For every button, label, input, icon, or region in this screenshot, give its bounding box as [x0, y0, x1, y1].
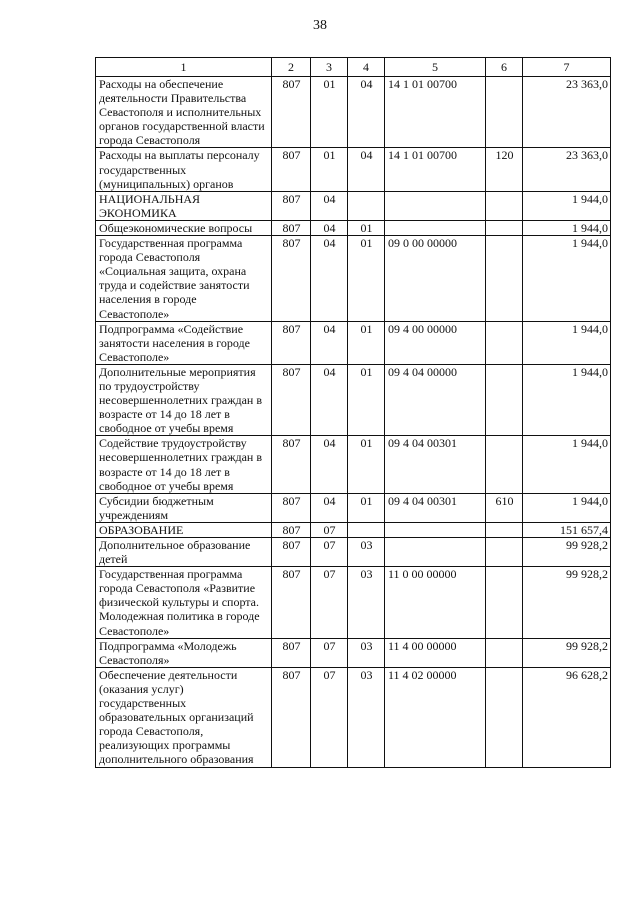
- row-expense-type: [486, 191, 523, 220]
- column-header-5: 5: [385, 58, 486, 77]
- table-row: [96, 493, 611, 522]
- row-ministry-code: 807: [272, 493, 311, 522]
- row-target-article: [385, 191, 486, 220]
- row-target-article: [385, 522, 486, 537]
- row-ministry-code: 807: [272, 77, 311, 148]
- row-amount: 99 928,2: [523, 567, 611, 638]
- row-section-code: 07: [311, 638, 348, 667]
- row-expense-type: 120: [486, 148, 523, 191]
- budget-table: [95, 57, 611, 768]
- row-subsection-code: 01: [348, 493, 385, 522]
- row-name: Расходы на обеспечение деятельности Правительства Севастополя и исполнительных органов государственной власти города Севастополя: [96, 77, 272, 148]
- row-ministry-code: 807: [272, 148, 311, 191]
- row-subsection-code: 03: [348, 638, 385, 667]
- row-amount: 99 928,2: [523, 638, 611, 667]
- row-ministry-code: 807: [272, 321, 311, 364]
- row-section-code: 04: [311, 220, 348, 235]
- column-header-6: 6: [486, 58, 523, 77]
- row-amount: 1 944,0: [523, 191, 611, 220]
- row-amount: 1 944,0: [523, 364, 611, 435]
- row-amount: 23 363,0: [523, 148, 611, 191]
- row-name: Дополнительные мероприятия по трудоустройству несовершеннолетних граждан в возрасте от 14 до 18 лет в свободное от учебы время: [96, 364, 272, 435]
- table-row: [96, 638, 611, 667]
- row-amount: 1 944,0: [523, 493, 611, 522]
- table-row: [96, 538, 611, 567]
- row-amount: 23 363,0: [523, 77, 611, 148]
- row-target-article: [385, 538, 486, 567]
- header-row: [96, 58, 611, 77]
- row-section-code: 07: [311, 538, 348, 567]
- row-expense-type: [486, 567, 523, 638]
- table-row: [96, 567, 611, 638]
- row-target-article: 11 0 00 00000: [385, 567, 486, 638]
- row-ministry-code: 807: [272, 191, 311, 220]
- row-amount: 1 944,0: [523, 436, 611, 493]
- row-section-code: 04: [311, 364, 348, 435]
- row-subsection-code: 03: [348, 667, 385, 767]
- row-ministry-code: 807: [272, 538, 311, 567]
- table-row: [96, 436, 611, 493]
- row-name: Расходы на выплаты персоналу государственных (муниципальных) органов: [96, 148, 272, 191]
- row-section-code: 01: [311, 77, 348, 148]
- row-ministry-code: 807: [272, 638, 311, 667]
- row-amount: 99 928,2: [523, 538, 611, 567]
- row-target-article: [385, 220, 486, 235]
- column-header-3: 3: [311, 58, 348, 77]
- column-header-7: 7: [523, 58, 611, 77]
- row-section-code: 07: [311, 522, 348, 537]
- row-amount: 1 944,0: [523, 220, 611, 235]
- row-name: Дополнительное образование детей: [96, 538, 272, 567]
- row-name: Государственная программа города Севастополя «Развитие физической культуры и спорта. Молодежная политика в городе Севастополе»: [96, 567, 272, 638]
- row-section-code: 04: [311, 236, 348, 322]
- row-expense-type: [486, 364, 523, 435]
- row-target-article: 09 4 04 00000: [385, 364, 486, 435]
- row-expense-type: [486, 667, 523, 767]
- row-expense-type: [486, 77, 523, 148]
- table-row: [96, 522, 611, 537]
- row-section-code: 04: [311, 191, 348, 220]
- row-section-code: 01: [311, 148, 348, 191]
- row-target-article: 09 0 00 00000: [385, 236, 486, 322]
- row-subsection-code: [348, 522, 385, 537]
- row-target-article: 11 4 02 00000: [385, 667, 486, 767]
- row-subsection-code: 03: [348, 567, 385, 638]
- row-ministry-code: 807: [272, 436, 311, 493]
- row-section-code: 07: [311, 567, 348, 638]
- row-subsection-code: [348, 191, 385, 220]
- row-expense-type: [486, 236, 523, 322]
- table-row: [96, 321, 611, 364]
- row-ministry-code: 807: [272, 220, 311, 235]
- row-expense-type: 610: [486, 493, 523, 522]
- page-number: 38: [313, 18, 327, 33]
- row-subsection-code: 04: [348, 148, 385, 191]
- row-subsection-code: 03: [348, 538, 385, 567]
- row-ministry-code: 807: [272, 667, 311, 767]
- row-name: Подпрограмма «Содействие занятости населения в городе Севастополе»: [96, 321, 272, 364]
- row-subsection-code: 04: [348, 77, 385, 148]
- row-name: Общеэкономические вопросы: [96, 220, 272, 235]
- column-header-4: 4: [348, 58, 385, 77]
- row-target-article: 09 4 04 00301: [385, 493, 486, 522]
- row-expense-type: [486, 220, 523, 235]
- table-row: [96, 236, 611, 322]
- row-target-article: 14 1 01 00700: [385, 148, 486, 191]
- table-row: [96, 77, 611, 148]
- row-amount: 151 657,4: [523, 522, 611, 537]
- row-name: Обеспечение деятельности (оказания услуг) государственных образовательных организаций города Севастополя, реализующих программы дополнительного образования: [96, 667, 272, 767]
- row-name: ОБРАЗОВАНИЕ: [96, 522, 272, 537]
- table-row: [96, 220, 611, 235]
- row-name: Субсидии бюджетным учреждениям: [96, 493, 272, 522]
- row-expense-type: [486, 436, 523, 493]
- row-amount: 1 944,0: [523, 236, 611, 322]
- row-subsection-code: 01: [348, 220, 385, 235]
- row-name: Государственная программа города Севастополя «Социальная защита, охрана труда и содействие занятости населения в городе Севастополе»: [96, 236, 272, 322]
- column-header-1: 1: [96, 58, 272, 77]
- table-row: [96, 191, 611, 220]
- row-expense-type: [486, 538, 523, 567]
- table-row: [96, 364, 611, 435]
- row-section-code: 04: [311, 493, 348, 522]
- row-amount: 96 628,2: [523, 667, 611, 767]
- table-row: [96, 148, 611, 191]
- row-amount: 1 944,0: [523, 321, 611, 364]
- row-expense-type: [486, 522, 523, 537]
- row-name: Подпрограмма «Молодежь Севастополя»: [96, 638, 272, 667]
- row-subsection-code: 01: [348, 436, 385, 493]
- row-ministry-code: 807: [272, 236, 311, 322]
- row-target-article: 09 4 00 00000: [385, 321, 486, 364]
- row-name: Содействие трудоустройству несовершеннолетних граждан в возрасте от 14 до 18 лет в свободное от учебы время: [96, 436, 272, 493]
- table-row: [96, 667, 611, 767]
- row-subsection-code: 01: [348, 321, 385, 364]
- row-name: НАЦИОНАЛЬНАЯ ЭКОНОМИКА: [96, 191, 272, 220]
- row-subsection-code: 01: [348, 236, 385, 322]
- row-subsection-code: 01: [348, 364, 385, 435]
- row-section-code: 04: [311, 436, 348, 493]
- column-header-2: 2: [272, 58, 311, 77]
- row-target-article: 14 1 01 00700: [385, 77, 486, 148]
- row-ministry-code: 807: [272, 522, 311, 537]
- row-expense-type: [486, 638, 523, 667]
- row-target-article: 09 4 04 00301: [385, 436, 486, 493]
- row-section-code: 07: [311, 667, 348, 767]
- row-ministry-code: 807: [272, 364, 311, 435]
- row-expense-type: [486, 321, 523, 364]
- row-target-article: 11 4 00 00000: [385, 638, 486, 667]
- row-ministry-code: 807: [272, 567, 311, 638]
- row-section-code: 04: [311, 321, 348, 364]
